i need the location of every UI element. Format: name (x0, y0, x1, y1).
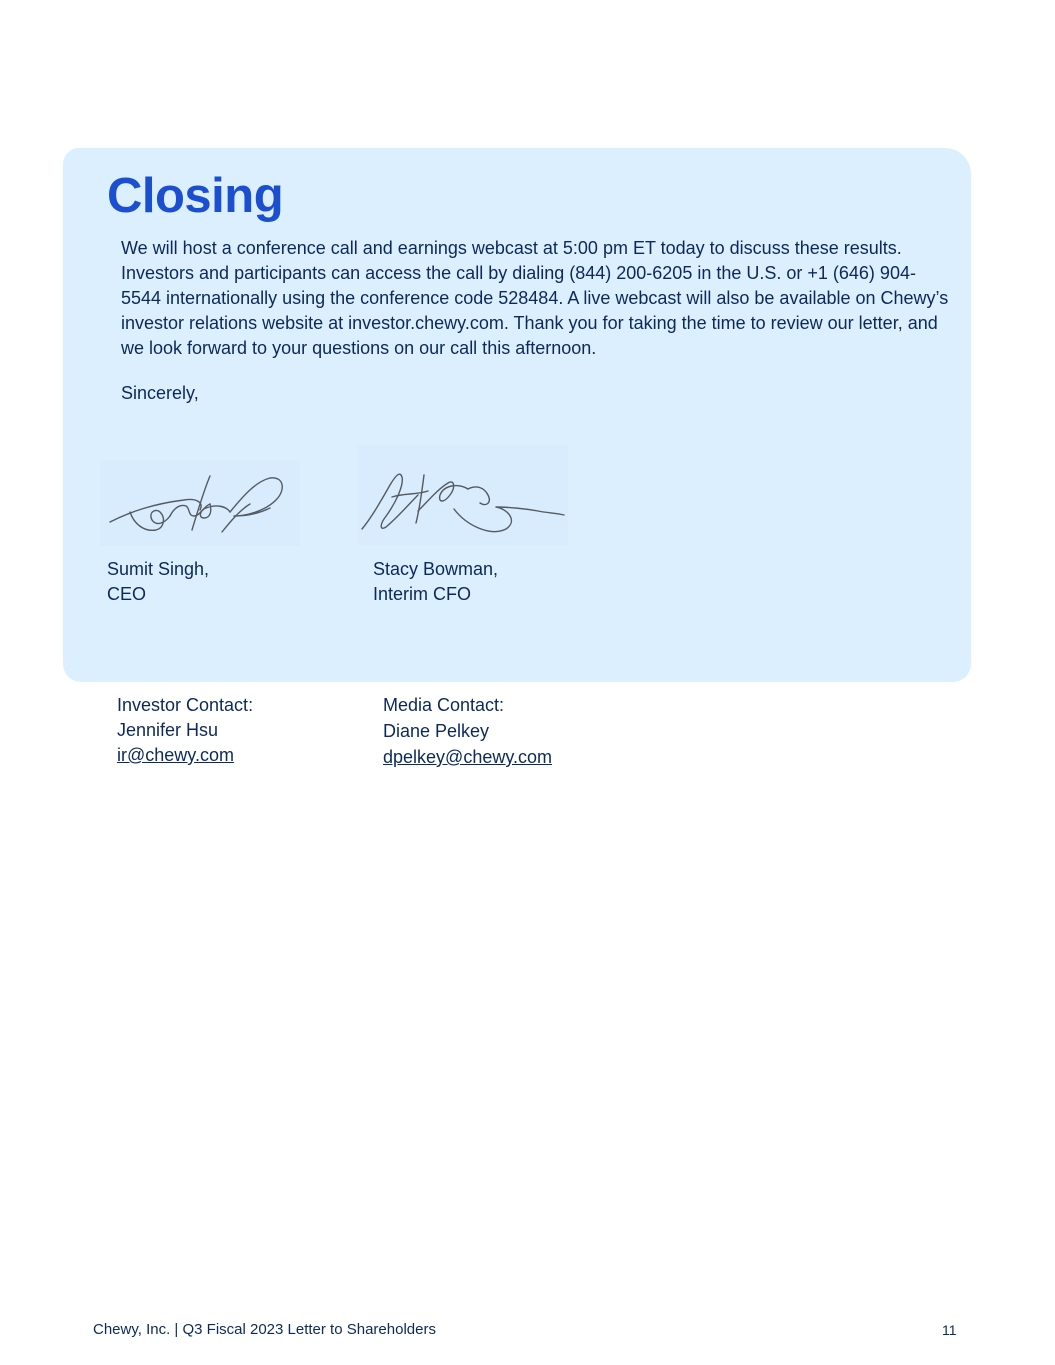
footer-document-title: Chewy, Inc. | Q3 Fiscal 2023 Letter to Shareholders (93, 1321, 436, 1338)
sign-off: Sincerely, (121, 383, 199, 403)
ceo-signature-icon (100, 460, 300, 546)
investor-contact-name: Jennifer Hsu (117, 720, 219, 740)
closing-title: Closing (107, 169, 284, 223)
cfo-signer (373, 557, 498, 607)
media-contact-name: Diane Pelkey (383, 721, 490, 741)
media-contact-label: Media Contact: (383, 695, 505, 715)
media-contact-email-link[interactable]: dpelkey@chewy.com (383, 747, 553, 767)
media-contact (383, 693, 552, 770)
investor-contact-email-link[interactable]: ir@chewy.com (117, 745, 234, 765)
investor-contact (117, 693, 253, 768)
ceo-signer (107, 557, 209, 607)
ceo-title: CEO (107, 584, 147, 604)
cfo-signature-icon (358, 445, 568, 545)
closing-body: We will host a conference call and earnings webcast at 5:00 pm ET today to discuss these results. Investors and participants can access the call by dialing (844) 200-6205 in the U.S. or +1 (646) 904-5544 internationally using the conference code 528484. A live webcast will also be available on Chewy’s investor relations website at investor.chewy.com. Thank you for taking the time to review our letter, and we look forward to your questions on our call this afternoon. (121, 238, 949, 358)
footer-page-number: 11 (942, 1322, 957, 1338)
cfo-title: Interim CFO (373, 584, 472, 604)
investor-contact-label: Investor Contact: (117, 695, 254, 715)
ceo-name: Sumit Singh, (107, 559, 210, 579)
cfo-name: Stacy Bowman, (373, 559, 499, 579)
